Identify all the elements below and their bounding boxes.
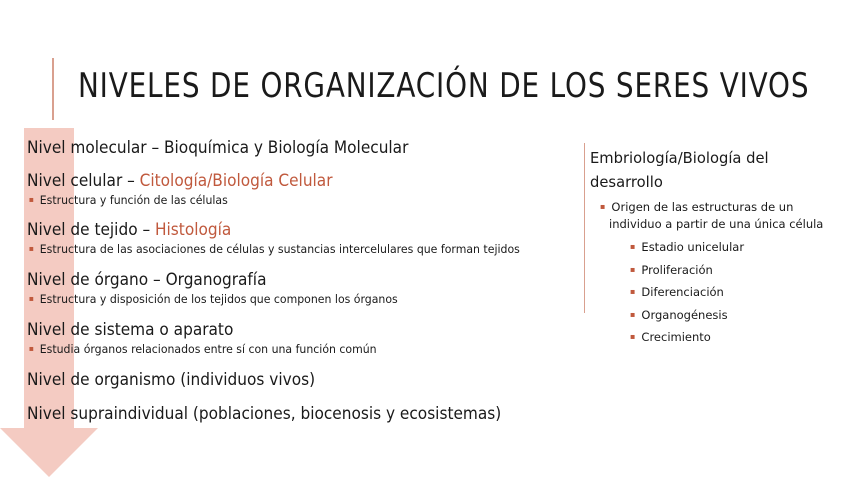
down-arrow-head: [0, 428, 98, 477]
level-tejido-detail: [27, 241, 559, 257]
level-tejido-label: Nivel de tejido –: [27, 220, 156, 239]
bullet-icon: ▪: [630, 332, 636, 341]
embryology-panel: [590, 146, 848, 349]
embryology-heading-line1: Embriología/Biología del: [590, 149, 769, 167]
stage-item: [590, 304, 848, 327]
bullet-icon: ▪: [28, 294, 35, 303]
level-celular-discipline: Citología/Biología Celular: [139, 171, 333, 190]
levels-list: [27, 137, 587, 425]
bullet-icon: ▪: [630, 309, 636, 319]
bullet-icon: ▪: [630, 264, 636, 274]
embryology-description-line1: Origen de las estructuras de un: [611, 200, 794, 214]
level-sistema: [27, 319, 548, 341]
level-celular-detail-text: Estructura y función de las células: [39, 193, 228, 207]
level-sistema-detail: [27, 341, 559, 357]
level-sistema-detail-text: Estudia órganos relacionados entre sí con una función común: [39, 342, 377, 356]
stage-item: [590, 326, 848, 349]
level-organo-detail-text: Estructura y disposición de los tejidos que componen los órganos: [39, 292, 398, 306]
level-organo-detail: [27, 291, 559, 307]
level-molecular-label: Nivel molecular – Bioquímica y Biología Molecular: [27, 138, 409, 157]
level-celular-detail: [27, 192, 559, 208]
stage-label: Diferenciación: [641, 285, 724, 299]
level-organo: [27, 269, 548, 291]
level-celular: [27, 170, 548, 192]
level-organismo-label: Nivel de organismo (individuos vivos): [27, 370, 316, 389]
side-accent-bar: [584, 143, 585, 313]
bullet-icon: ▪: [630, 242, 636, 251]
level-supraindividual: [27, 403, 548, 425]
stage-label: Organogénesis: [641, 307, 728, 322]
bullet-icon: ▪: [630, 287, 636, 296]
stage-label: Proliferación: [641, 262, 713, 277]
stage-item: [590, 259, 848, 282]
stage-item: [590, 281, 848, 304]
level-sistema-label: Nivel de sistema o aparato: [27, 320, 234, 339]
level-organo-label: Nivel de órgano – Organografía: [27, 270, 267, 289]
bullet-icon: ▪: [600, 202, 606, 211]
bullet-icon: ▪: [28, 344, 35, 353]
embryology-description-line2: individuo a partir de una única célula: [609, 217, 824, 231]
level-tejido: [27, 219, 548, 241]
stage-item: [590, 236, 848, 259]
level-celular-label: Nivel celular –: [27, 171, 140, 190]
level-organismo: [27, 369, 548, 391]
level-tejido-detail-text: Estructura de las asociaciones de células y sustancias intercelulares que forman tejidos: [39, 242, 520, 256]
title-accent-bar: [52, 58, 54, 120]
stage-label: Crecimiento: [641, 330, 711, 344]
slide-title: NIVELES DE ORGANIZACIÓN DE LOS SERES VIVOS: [78, 66, 810, 106]
level-tejido-discipline: Histología: [155, 220, 232, 239]
embryology-heading-line2: desarrollo: [590, 173, 663, 191]
bullet-icon: ▪: [28, 244, 35, 253]
stage-label: Estadio unicelular: [641, 240, 745, 254]
embryology-description: [590, 198, 848, 233]
bullet-icon: ▪: [28, 195, 35, 204]
level-molecular: [27, 137, 548, 159]
level-supraindividual-label: Nivel supraindividual (poblaciones, biocenosis y ecosistemas): [27, 404, 502, 423]
